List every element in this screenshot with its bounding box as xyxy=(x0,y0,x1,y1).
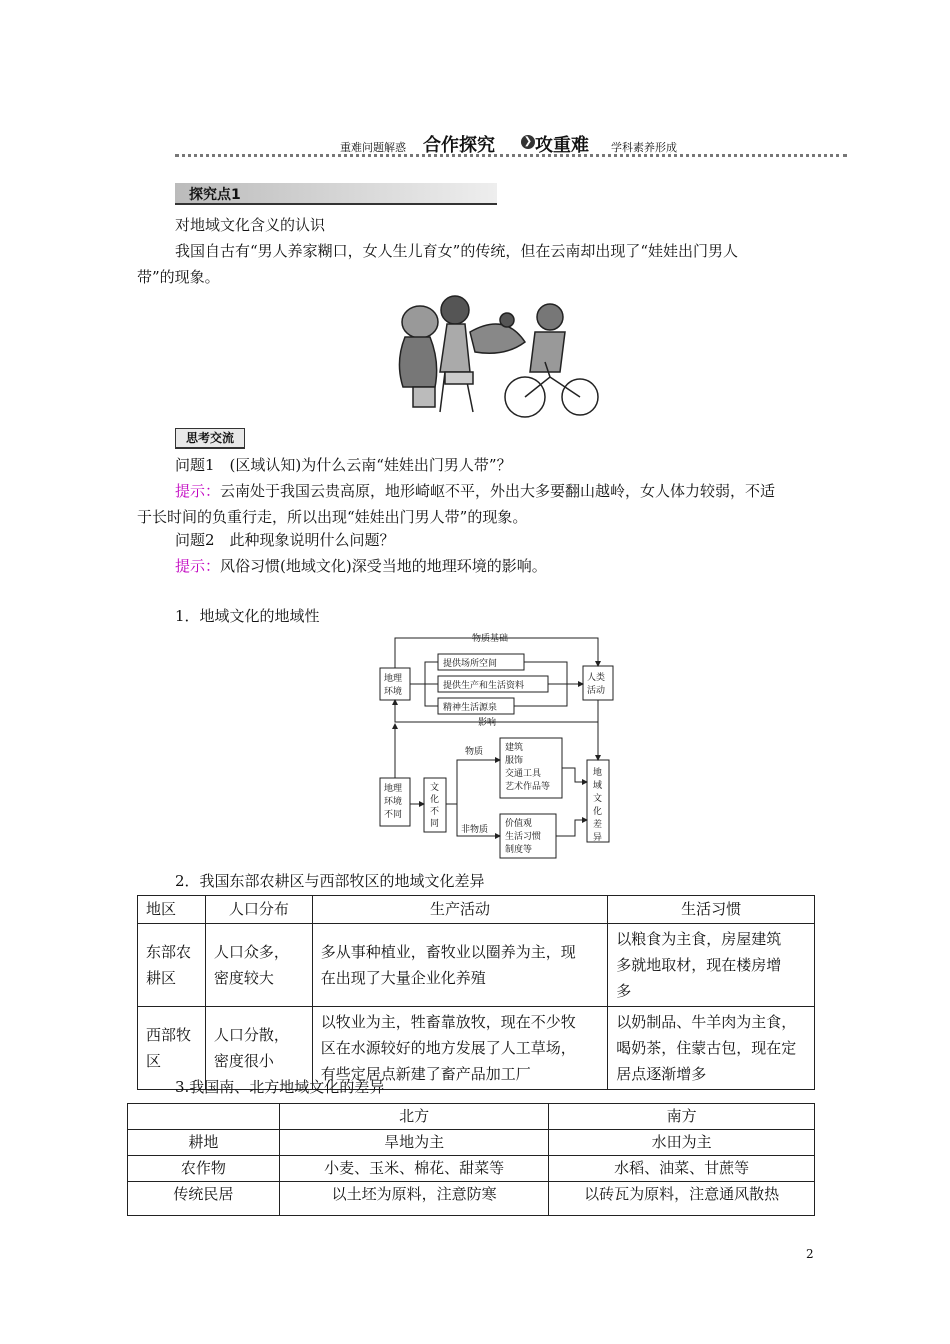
table-cell: 以牧业为主，牲畜靠放牧，现在不少牧 xyxy=(320,1013,576,1031)
provide-2: 提供生产和生活资料 xyxy=(443,681,525,691)
influence-label: 影响 xyxy=(478,718,497,728)
header-divider xyxy=(175,154,847,157)
table-cell: 区 xyxy=(146,1052,162,1070)
material-label: 物质 xyxy=(465,747,484,757)
nonmaterial-item-2: 生活习惯 xyxy=(505,832,542,842)
material-item-1: 建筑 xyxy=(505,743,524,753)
provide-1: 提供场所空间 xyxy=(443,659,498,669)
table-cell: 耕区 xyxy=(146,969,177,987)
north-south-table xyxy=(127,1103,815,1216)
table-header-cell: 南方 xyxy=(549,1104,815,1130)
table-cell: 以粮食为主食，房屋建筑 xyxy=(616,930,782,948)
geo-diff-line-1: 地理 xyxy=(384,784,403,794)
table-row xyxy=(128,1182,815,1216)
regional-diff-4: 化 xyxy=(593,807,603,817)
table-cell: 人口分散， xyxy=(213,1026,289,1044)
table-header-cell: 生产活动 xyxy=(312,896,608,924)
table-cell: 以土坯为原料，注意防寒 xyxy=(279,1182,549,1216)
material-item-2: 服饰 xyxy=(505,756,524,766)
table-cell: 传统民居 xyxy=(128,1182,280,1216)
header-title-2: 攻重难 xyxy=(535,135,589,156)
intro-line-2: 带”的现象。 xyxy=(137,268,220,286)
culture-diff-3: 不 xyxy=(430,807,440,817)
provide-3: 精神生活源泉 xyxy=(443,703,498,713)
table-cell: 多就地取材，现在楼房增 xyxy=(616,956,782,974)
header-title-1: 合作探究 xyxy=(423,135,495,156)
arrow-icon: ❯ xyxy=(521,135,535,149)
regional-diff-2: 域 xyxy=(593,781,603,791)
section-tag-label: 探究点1 xyxy=(189,187,241,203)
regional-diff-5: 差 xyxy=(593,820,603,830)
table-row xyxy=(128,1130,815,1156)
human-line-1: 人类 xyxy=(587,673,606,683)
table-header-row xyxy=(138,896,815,924)
point-3-heading: 3.我国南、北方地域文化的差异 xyxy=(175,1078,385,1096)
cartoon-illustration xyxy=(385,292,600,422)
material-item-3: 交通工具 xyxy=(505,769,542,779)
header-right-label: 学科素养形成 xyxy=(611,141,677,154)
answer-1-line-1: 云南处于我国云贵高原，地形崎岖不平，外出大多要翻山越岭，女人体力较弱，不适 xyxy=(220,482,776,500)
table-cell: 喝奶茶，住蒙古包，现在定 xyxy=(616,1039,797,1057)
table-cell: 旱地为主 xyxy=(279,1130,549,1156)
think-label: 思考交流 xyxy=(175,428,245,449)
table-cell: 水田为主 xyxy=(549,1130,815,1156)
table-cell: 以砖瓦为原料，注意通风散热 xyxy=(549,1182,815,1216)
geo-diff-line-3: 不同 xyxy=(384,810,403,820)
point-2-heading: 2．我国东部农耕区与西部牧区的地域文化差异 xyxy=(175,872,485,890)
culture-diff-2: 化 xyxy=(430,795,440,805)
regional-diff-1: 地 xyxy=(593,768,603,778)
table-cell: 耕地 xyxy=(128,1130,280,1156)
geo-env-line-2: 环境 xyxy=(384,687,403,697)
section-header xyxy=(175,131,847,159)
regional-culture-diagram xyxy=(375,632,620,864)
table-cell: 密度较大 xyxy=(213,969,274,987)
culture-diff-4: 同 xyxy=(430,819,440,829)
table-cell: 有些定居点新建了畜产品加工厂 xyxy=(320,1065,531,1083)
hint-label: 提示： xyxy=(175,557,221,575)
nonmaterial-label: 非物质 xyxy=(461,825,489,835)
table-header-cell: 人口分布 xyxy=(205,896,312,924)
hint-label: 提示： xyxy=(175,482,221,500)
question-1: 问题1 (区域认知)为什么云南“娃娃出门男人带”？ xyxy=(175,456,512,474)
table-header-row xyxy=(128,1104,815,1130)
intro-line-1: 我国自古有“男人养家糊口，女人生儿育女”的传统，但在云南却出现了“娃娃出门男人 xyxy=(175,242,739,260)
regional-diff-3: 文 xyxy=(593,794,603,804)
table-cell: 区在水源较好的地方发展了人工草场， xyxy=(320,1039,576,1057)
table-cell: 水稻、油菜、甘蔗等 xyxy=(549,1156,815,1182)
section-subtitle: 对地域文化含义的认识 xyxy=(175,216,326,234)
table-cell: 在出现了大量企业化养殖 xyxy=(320,969,486,987)
table-cell: 东部农 xyxy=(146,943,192,961)
section-tag xyxy=(175,183,497,205)
table-cell: 居点逐渐增多 xyxy=(616,1065,707,1083)
material-item-4: 艺术作品等 xyxy=(505,782,551,792)
table-header-cell: 地区 xyxy=(138,896,206,924)
answer-2: 风俗习惯(地域文化)深受当地的地理环境的影响。 xyxy=(220,557,547,575)
table-cell: 农作物 xyxy=(128,1156,280,1182)
regional-diff-6: 异 xyxy=(593,833,603,843)
culture-diff-1: 文 xyxy=(430,783,440,793)
table-cell: 以奶制品、牛羊肉为主食， xyxy=(616,1013,797,1031)
table-header-cell: 生活习惯 xyxy=(608,896,815,924)
table-cell: 密度很小 xyxy=(213,1052,274,1070)
answer-1-line-2: 于长时间的负重行走，所以出现“娃娃出门男人带”的现象。 xyxy=(137,508,528,526)
nonmaterial-item-3: 制度等 xyxy=(505,845,533,855)
geo-env-line-1: 地理 xyxy=(384,674,403,684)
east-west-table xyxy=(137,895,815,1090)
table-row xyxy=(128,1156,815,1182)
table-cell: 西部牧 xyxy=(146,1026,192,1044)
table-cell: 多从事种植业，畜牧业以圈养为主，现 xyxy=(320,943,576,961)
table-row xyxy=(138,924,815,1007)
table-cell: 小麦、玉米、棉花、甜菜等 xyxy=(279,1156,549,1182)
table-header-cell xyxy=(128,1104,280,1130)
header-left-label: 重难问题解惑 xyxy=(340,141,406,154)
question-2: 问题2 此种现象说明什么问题？ xyxy=(175,531,395,549)
nonmaterial-item-1: 价值观 xyxy=(505,819,533,829)
point-1-heading: 1．地域文化的地域性 xyxy=(175,607,320,625)
table-cell: 多 xyxy=(616,982,632,1000)
table-header-cell: 北方 xyxy=(279,1104,549,1130)
material-base-label: 物质基础 xyxy=(472,634,509,644)
table-cell: 人口众多， xyxy=(213,943,289,961)
human-line-2: 活动 xyxy=(587,686,606,696)
page-number: 2 xyxy=(806,1247,814,1261)
geo-diff-line-2: 环境 xyxy=(384,797,403,807)
